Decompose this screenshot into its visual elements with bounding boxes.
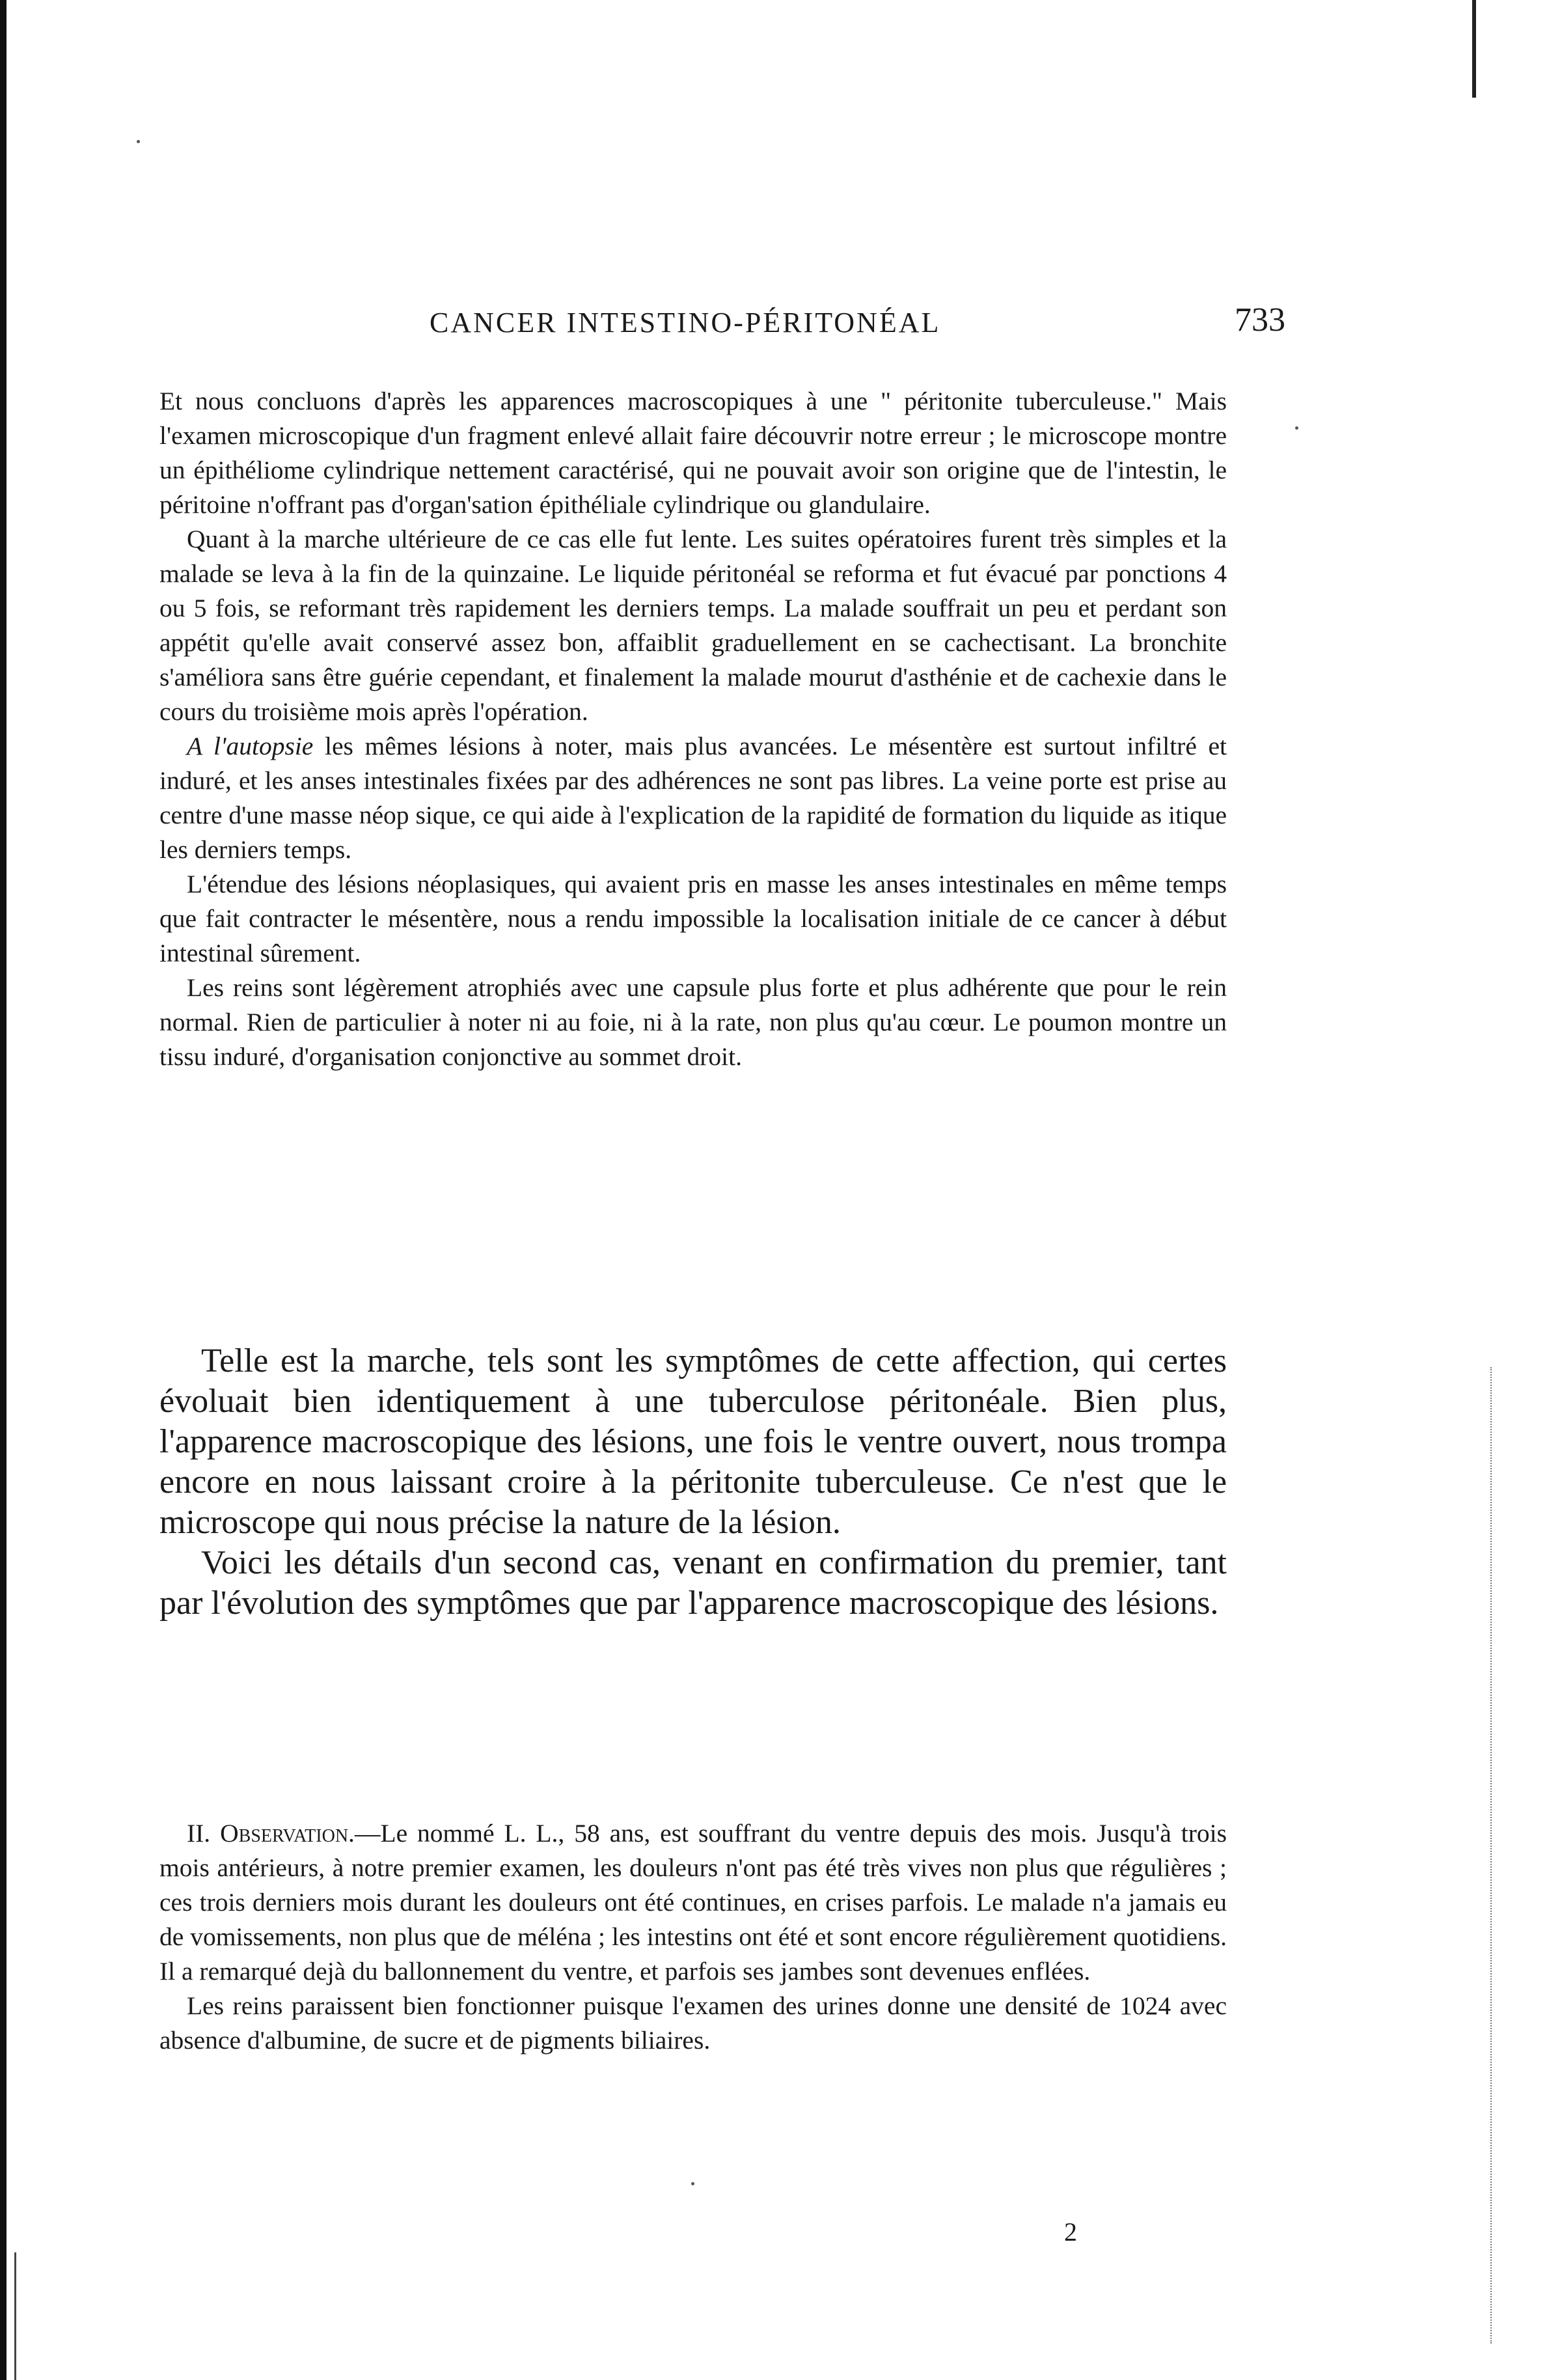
scan-dot — [1295, 426, 1298, 430]
paragraph: Les reins paraissent bien fonctionner puisque l'examen des urines donne une densité de 1024 avec absence d'albumine, de sucre et de pigments biliaires. — [159, 1991, 1227, 2055]
paragraph: Telle est la marche, tels sont les symptômes de cette affection, qui certes évoluait bien identiquement à une tuberculose péritonéale. Bien plus, l'apparence macroscopique des lésions, une fois le ventre ouvert, nous trompa encore en nous laissant croire à la péritonite tuberculeuse. Ce n'est que le microscope qui nous précise la nature de la lésion. — [159, 1342, 1227, 1541]
scan-specks — [1490, 1367, 1497, 2344]
autopsy-lead: A l'autopsie — [187, 732, 314, 760]
running-title: CANCER INTESTINO-PÉRITONÉAL — [430, 307, 941, 339]
scan-dot — [137, 140, 140, 143]
paragraph: Et nous concluons d'après les apparences macroscopiques à une " péritonite tuberculeuse." Mais l'examen microscopique d'un fragment enlevé allait faire découvrir notre erreur ; le microscope montre un épithéliome cylindrique nettement caractérisé, qui ne pouvait avoir son origine que de l'intestin, le péritoine n'offrant pas d'organ'sation épithéliale cylindrique ou glandulaire. — [159, 387, 1227, 519]
paragraph-autopsy — [159, 729, 1227, 867]
top-text-block — [159, 384, 1227, 1074]
paragraph-text: les mêmes lésions à noter, mais plus avancées. Le mésentère est surtout infiltré et induré, et les anses intestinales fixées par des adhérences ne sont pas libres. La veine porte est prise au centre d'une masse néop sique, ce qui aide à l'explication de la rapidité de formation du liquide as itique les derniers temps. — [159, 732, 1227, 864]
signature-mark: 2 — [1064, 2217, 1077, 2247]
observation-block — [159, 1816, 1227, 2058]
scan-dot — [691, 2182, 694, 2185]
observation-heading: Observation. — [220, 1819, 355, 1847]
middle-text-block — [159, 1341, 1227, 1624]
running-head — [159, 301, 1285, 352]
observation-number: II. — [187, 1819, 211, 1847]
paragraph-observation — [159, 1816, 1227, 1989]
paragraph-text: —Le nommé L. L., 58 ans, est souffrant du ventre depuis des mois. Jusqu'à trois mois antérieurs, à notre premier examen, les douleurs n'ont pas été très vives non plus que régulières ; ces trois derniers mois durant les douleurs ont été continues, en crises parfois. Le malade n'a jamais eu de vomissements, non plus que de méléna ; les intestins ont été et sont encore régulièrement quotidiens. Il a remarqué dejà du ballonnement du ventre, et parfois ses jambes sont devenues enflées. — [159, 1819, 1227, 1986]
paragraph: Voici les détails d'un second cas, venant en confirmation du premier, tant par l'évolution des symptômes que par l'apparence macroscopique des lésions. — [159, 1544, 1227, 1622]
paragraph: L'étendue des lésions néoplasiques, qui avaient pris en masse les anses intestinales en même temps que fait contracter le mésentère, nous a rendu impossible la localisation initiale de ce cancer à début intestinal sûrement. — [159, 870, 1227, 967]
paragraph: Les reins sont légèrement atrophiés avec une capsule plus forte et plus adhérente que pour le rein normal. Rien de particulier à noter ni au foie, ni à la rate, non plus qu'au cœur. Le poumon montre un tissu induré, d'organisation conjonctive au sommet droit. — [159, 973, 1227, 1071]
scan-edge-mark — [14, 2252, 16, 2380]
scan-edge-right — [1472, 0, 1476, 98]
page-number: 733 — [1235, 301, 1285, 339]
scan-edge-left — [0, 0, 7, 2380]
paragraph: Quant à la marche ultérieure de ce cas elle fut lente. Les suites opératoires furent très simples et la malade se leva à la fin de la quinzaine. Le liquide péritonéal se reforma et fut évacué par ponctions 4 ou 5 fois, se reformant très rapidement les derniers temps. La malade souffrait un peu et perdant son appétit qu'elle avait conservé assez bon, affaiblit graduellement en se cachectisant. La bronchite s'améliora sans être guérie cependant, et finalement la malade mourut d'asthénie et de cachexie dans le cours du troisième mois après l'opération. — [159, 525, 1227, 726]
